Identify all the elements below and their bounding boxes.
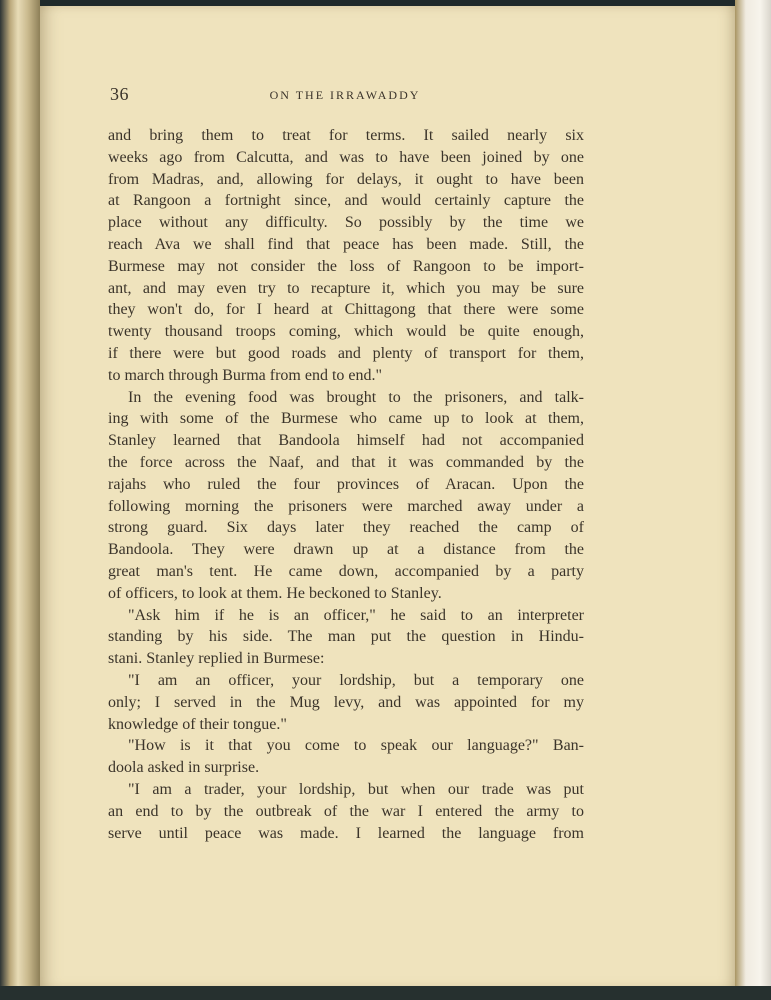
text-line: they won't do, for I heard at Chittagong that there were some: [108, 301, 584, 319]
text-line: at Rangoon a fortnight since, and would certainly capture the: [108, 192, 584, 210]
text-line: ing with some of the Burmese who came up to look at them,: [108, 410, 584, 428]
text-line: place without any difficulty. So possibly by the time we: [108, 214, 584, 232]
book-spine-edge: [0, 0, 40, 1000]
text-line: "I am an officer, your lordship, but a temporary one: [128, 671, 584, 689]
body-text: [108, 125, 584, 844]
text-line: if there were but good roads and plenty of transport for them,: [108, 344, 584, 362]
text-line: following morning the prisoners were marched away under a: [108, 497, 584, 515]
text-line: knowledge of their tongue.": [108, 715, 287, 733]
text-line: and bring them to treat for terms. It sailed nearly six: [108, 127, 584, 144]
page-header: [110, 84, 580, 106]
text-line: great man's tent. He came down, accompanied by a party: [108, 562, 584, 580]
text-line: serve until peace was made. I learned the language from: [108, 824, 584, 842]
text-line: from Madras, and, allowing for delays, it ought to have been: [108, 170, 584, 188]
text-line: strong guard. Six days later they reached the camp of: [108, 519, 584, 537]
page-bottom-shadow: [0, 986, 771, 1000]
text-line: of officers, to look at them. He beckoned to Stanley.: [108, 584, 442, 602]
text-line: "Ask him if he is an officer," he said to an interpreter: [128, 606, 584, 624]
text-line: stani. Stanley replied in Burmese:: [108, 650, 325, 668]
text-line: In the evening food was brought to the prisoners, and talk-: [128, 388, 584, 406]
book-fore-edge: [735, 0, 771, 1000]
text-line: twenty thousand troops coming, which would be quite enough,: [108, 323, 584, 341]
text-line: ant, and may even try to recapture it, which you may be sure: [108, 279, 584, 297]
text-line: the force across the Naaf, and that it was commanded by the: [108, 453, 584, 471]
text-line: weeks ago from Calcutta, and was to have been joined by one: [108, 148, 584, 166]
text-line: "I am a trader, your lordship, but when our trade was put: [128, 780, 584, 798]
running-head: ON THE IRRAWADDY: [269, 88, 421, 102]
text-line: standing by his side. The man put the question in Hindu-: [108, 628, 584, 646]
text-line: only; I served in the Mug levy, and was appointed for my: [108, 693, 584, 711]
text-line: doola asked in surprise.: [108, 759, 260, 777]
text-line: Stanley learned that Bandoola himself had not accompanied: [108, 432, 584, 450]
text-line: Burmese may not consider the loss of Rangoon to be import-: [108, 257, 584, 275]
text-line: to march through Burma from end to end.": [108, 366, 383, 384]
page-number: 36: [110, 84, 129, 104]
text-line: reach Ava we shall find that peace has been made. Still, the: [108, 235, 584, 253]
text-line: Bandoola. They were drawn up at a distance from the: [108, 541, 584, 559]
text-line: "How is it that you come to speak our language?" Ban-: [128, 737, 584, 755]
text-line: an end to by the outbreak of the war I entered the army to: [108, 802, 584, 820]
text-line: rajahs who ruled the four provinces of Aracan. Upon the: [108, 475, 584, 493]
